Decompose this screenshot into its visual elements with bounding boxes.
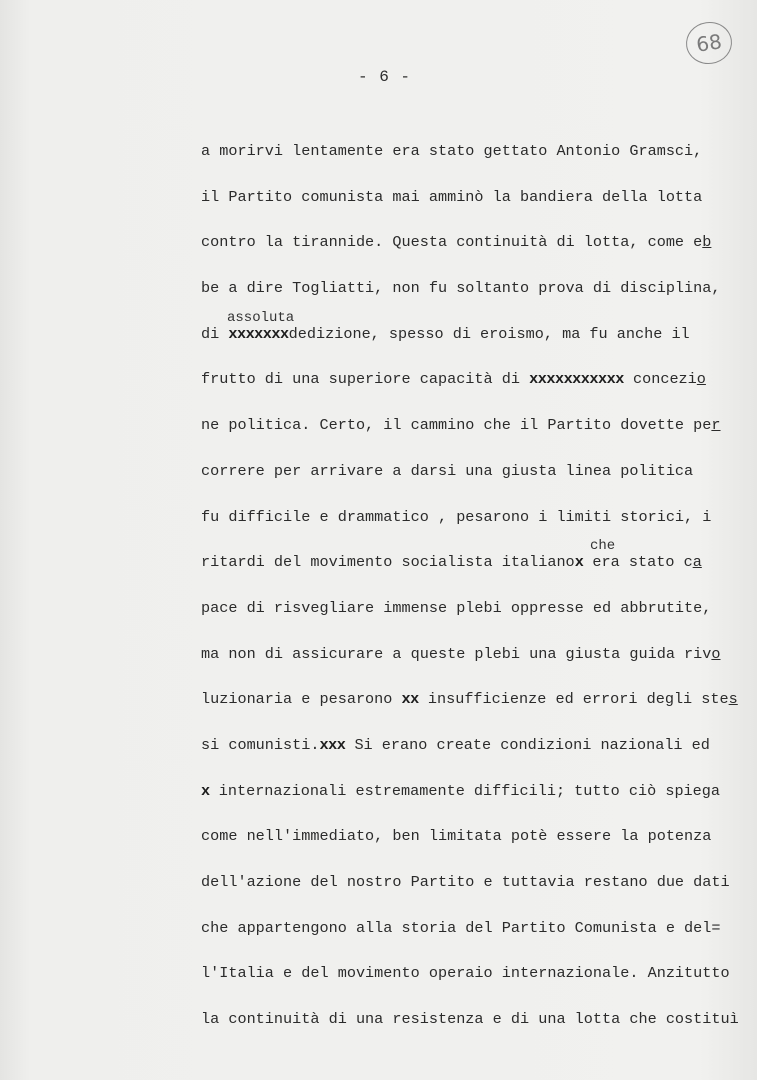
text-line xyxy=(201,917,741,963)
text-segment: luzionaria e pesarono xyxy=(201,690,402,709)
text-segment: Si erano create condizioni nazionali ed xyxy=(345,735,710,754)
text-segment: be a dire Togliatti, non fu soltanto prova di disciplina, xyxy=(201,279,721,298)
underlined-hyphen-char: b xyxy=(702,233,712,252)
underlined-hyphen-char: o xyxy=(711,644,721,663)
text-segment: l'Italia e del movimento operaio internazionale. Anzitutto xyxy=(201,964,730,983)
text-line xyxy=(201,506,741,555)
struck-out-text: x xyxy=(201,781,210,800)
page-number: - 6 - xyxy=(357,68,411,86)
interlinear-insertion: che xyxy=(590,538,616,555)
text-line xyxy=(201,414,741,460)
text-segment: come nell'immediato, ben limitata potè essere la potenza xyxy=(201,827,712,846)
text-segment: concezi xyxy=(623,370,697,389)
text-segment: insufficienze ed errori degli ste xyxy=(418,690,729,709)
text-segment: contro la tirannide. Questa continuità di lotta, come e xyxy=(201,233,703,252)
text-line xyxy=(201,688,741,734)
text-line xyxy=(201,140,741,186)
text-segment: pace di risvegliare immense plebi oppresse ed abbrutite, xyxy=(201,598,712,617)
text-segment: a morirvi lentamente era stato gettato Antonio Gramsci, xyxy=(201,142,703,160)
interlinear-insertion: assoluta xyxy=(227,309,295,326)
text-segment: che appartengono alla storia del Partito Comunista e del= xyxy=(201,918,721,937)
text-segment: internazionali estremamente difficili; tutto ciò spiega xyxy=(209,781,721,800)
text-segment: frutto di una superiore capacità di xyxy=(201,370,530,389)
struck-out-text: xxxxxxx xyxy=(228,324,289,343)
text-segment: correre per arrivare a darsi una giusta linea politica xyxy=(201,461,694,480)
text-line xyxy=(201,643,741,689)
text-line xyxy=(201,962,741,1008)
text-line xyxy=(201,780,741,826)
underlined-hyphen-char: o xyxy=(696,370,706,389)
text-segment: era stato c xyxy=(583,553,693,572)
struck-out-text: xxxxxxxxxxx xyxy=(529,370,624,389)
struck-out-text: xxx xyxy=(319,735,346,754)
struck-out-text: xx xyxy=(401,690,419,709)
text-segment: dedizione, spesso di eroismo, ma fu anche il xyxy=(288,324,690,343)
underlined-hyphen-char: r xyxy=(711,416,721,435)
text-segment: ma non di assicurare a queste plebi una giusta guida riv xyxy=(201,644,712,663)
text-line xyxy=(201,734,741,780)
text-line xyxy=(201,538,741,597)
text-segment: fu difficile e drammatico , pesarono i limiti storici, i xyxy=(201,507,712,526)
text-line xyxy=(201,597,741,643)
text-segment: di xyxy=(201,324,229,343)
struck-out-text: x xyxy=(574,553,584,572)
text-segment: la continuità di una resistenza e di una lotta che costituì xyxy=(201,1010,739,1029)
text-segment: dell'azione del nostro Partito e tuttavia restano due dati xyxy=(201,873,730,891)
text-line xyxy=(201,460,741,506)
text-line xyxy=(201,231,741,277)
text-line xyxy=(201,186,741,232)
text-line xyxy=(201,309,741,369)
text-line xyxy=(201,1008,741,1054)
typewritten-body xyxy=(201,140,741,1054)
text-line xyxy=(201,871,741,917)
archive-page-stamp: 68 xyxy=(683,19,734,67)
text-line xyxy=(201,368,741,414)
underlined-hyphen-char: s xyxy=(728,690,738,709)
text-line xyxy=(201,825,741,871)
underlined-hyphen-char: a xyxy=(692,553,702,572)
text-segment: il Partito comunista mai amminò la bandiera della lotta xyxy=(201,187,703,206)
text-segment: si comunisti. xyxy=(201,735,320,754)
text-segment: ne politica. Certo, il cammino che il Partito dovette pe xyxy=(201,416,712,435)
text-segment: ritardi del movimento socialista italiano xyxy=(201,553,575,572)
